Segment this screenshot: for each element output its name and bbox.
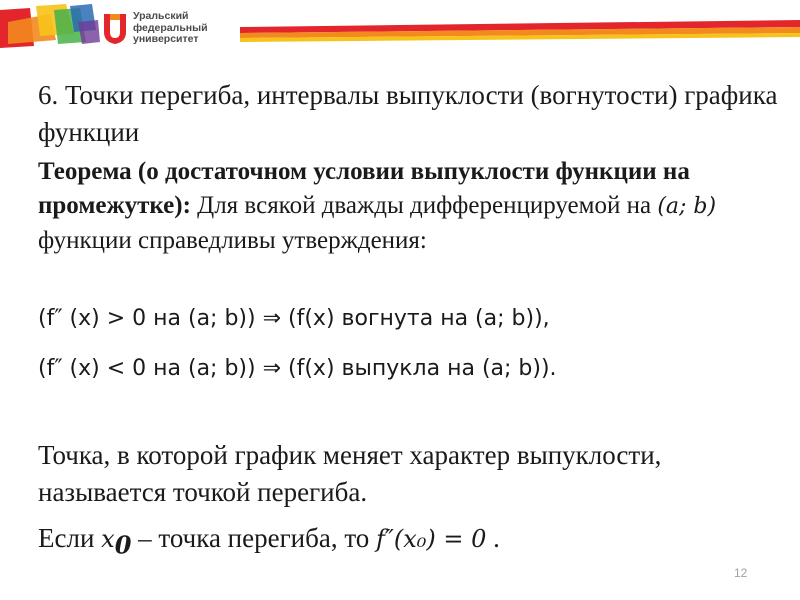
condition-variable: x: [101, 525, 115, 553]
condition-middle: – точка перегиба, то: [131, 523, 377, 553]
condition-start: Если: [38, 523, 102, 553]
condition-formula: f″(x₀) = 0: [376, 525, 487, 553]
page-number: 12: [734, 566, 748, 580]
theorem-block: [38, 155, 778, 258]
formula-concave: (f″ (x) > 0 на (a; b)) ⇒ (f(x) вогнута на (a; b)),: [38, 306, 550, 331]
formula-convex: (f″ (x) < 0 на (a; b)) ⇒ (f(x) выпукла на (a; b)).: [38, 356, 557, 381]
theorem-text-2: функции справедливы утверждения:: [38, 227, 427, 254]
condition-subscript: 0: [114, 530, 132, 560]
logo-line-3: университет: [133, 33, 199, 45]
condition-end: .: [486, 523, 500, 553]
university-logo-icon: [100, 10, 130, 48]
inflection-definition: Точка, в которой график меняет характер выпуклости, называется точкой перегиба.: [38, 440, 662, 507]
theorem-heading: Теорема (о достаточном условии выпуклости функции на промежутке):: [38, 158, 690, 219]
theorem-text-1: Для всякой дважды дифференцируемой на: [190, 192, 658, 219]
logo-line-2: федеральный: [133, 21, 208, 34]
theorem-interval: (a; b): [657, 194, 717, 219]
logo-line-1: Уральский: [133, 10, 189, 22]
slide-title: 6. Точки перегиба, интервалы выпуклости (вогнутости) графика функции: [38, 80, 778, 147]
inflection-condition: [38, 520, 778, 563]
university-logo-text: [133, 11, 208, 46]
